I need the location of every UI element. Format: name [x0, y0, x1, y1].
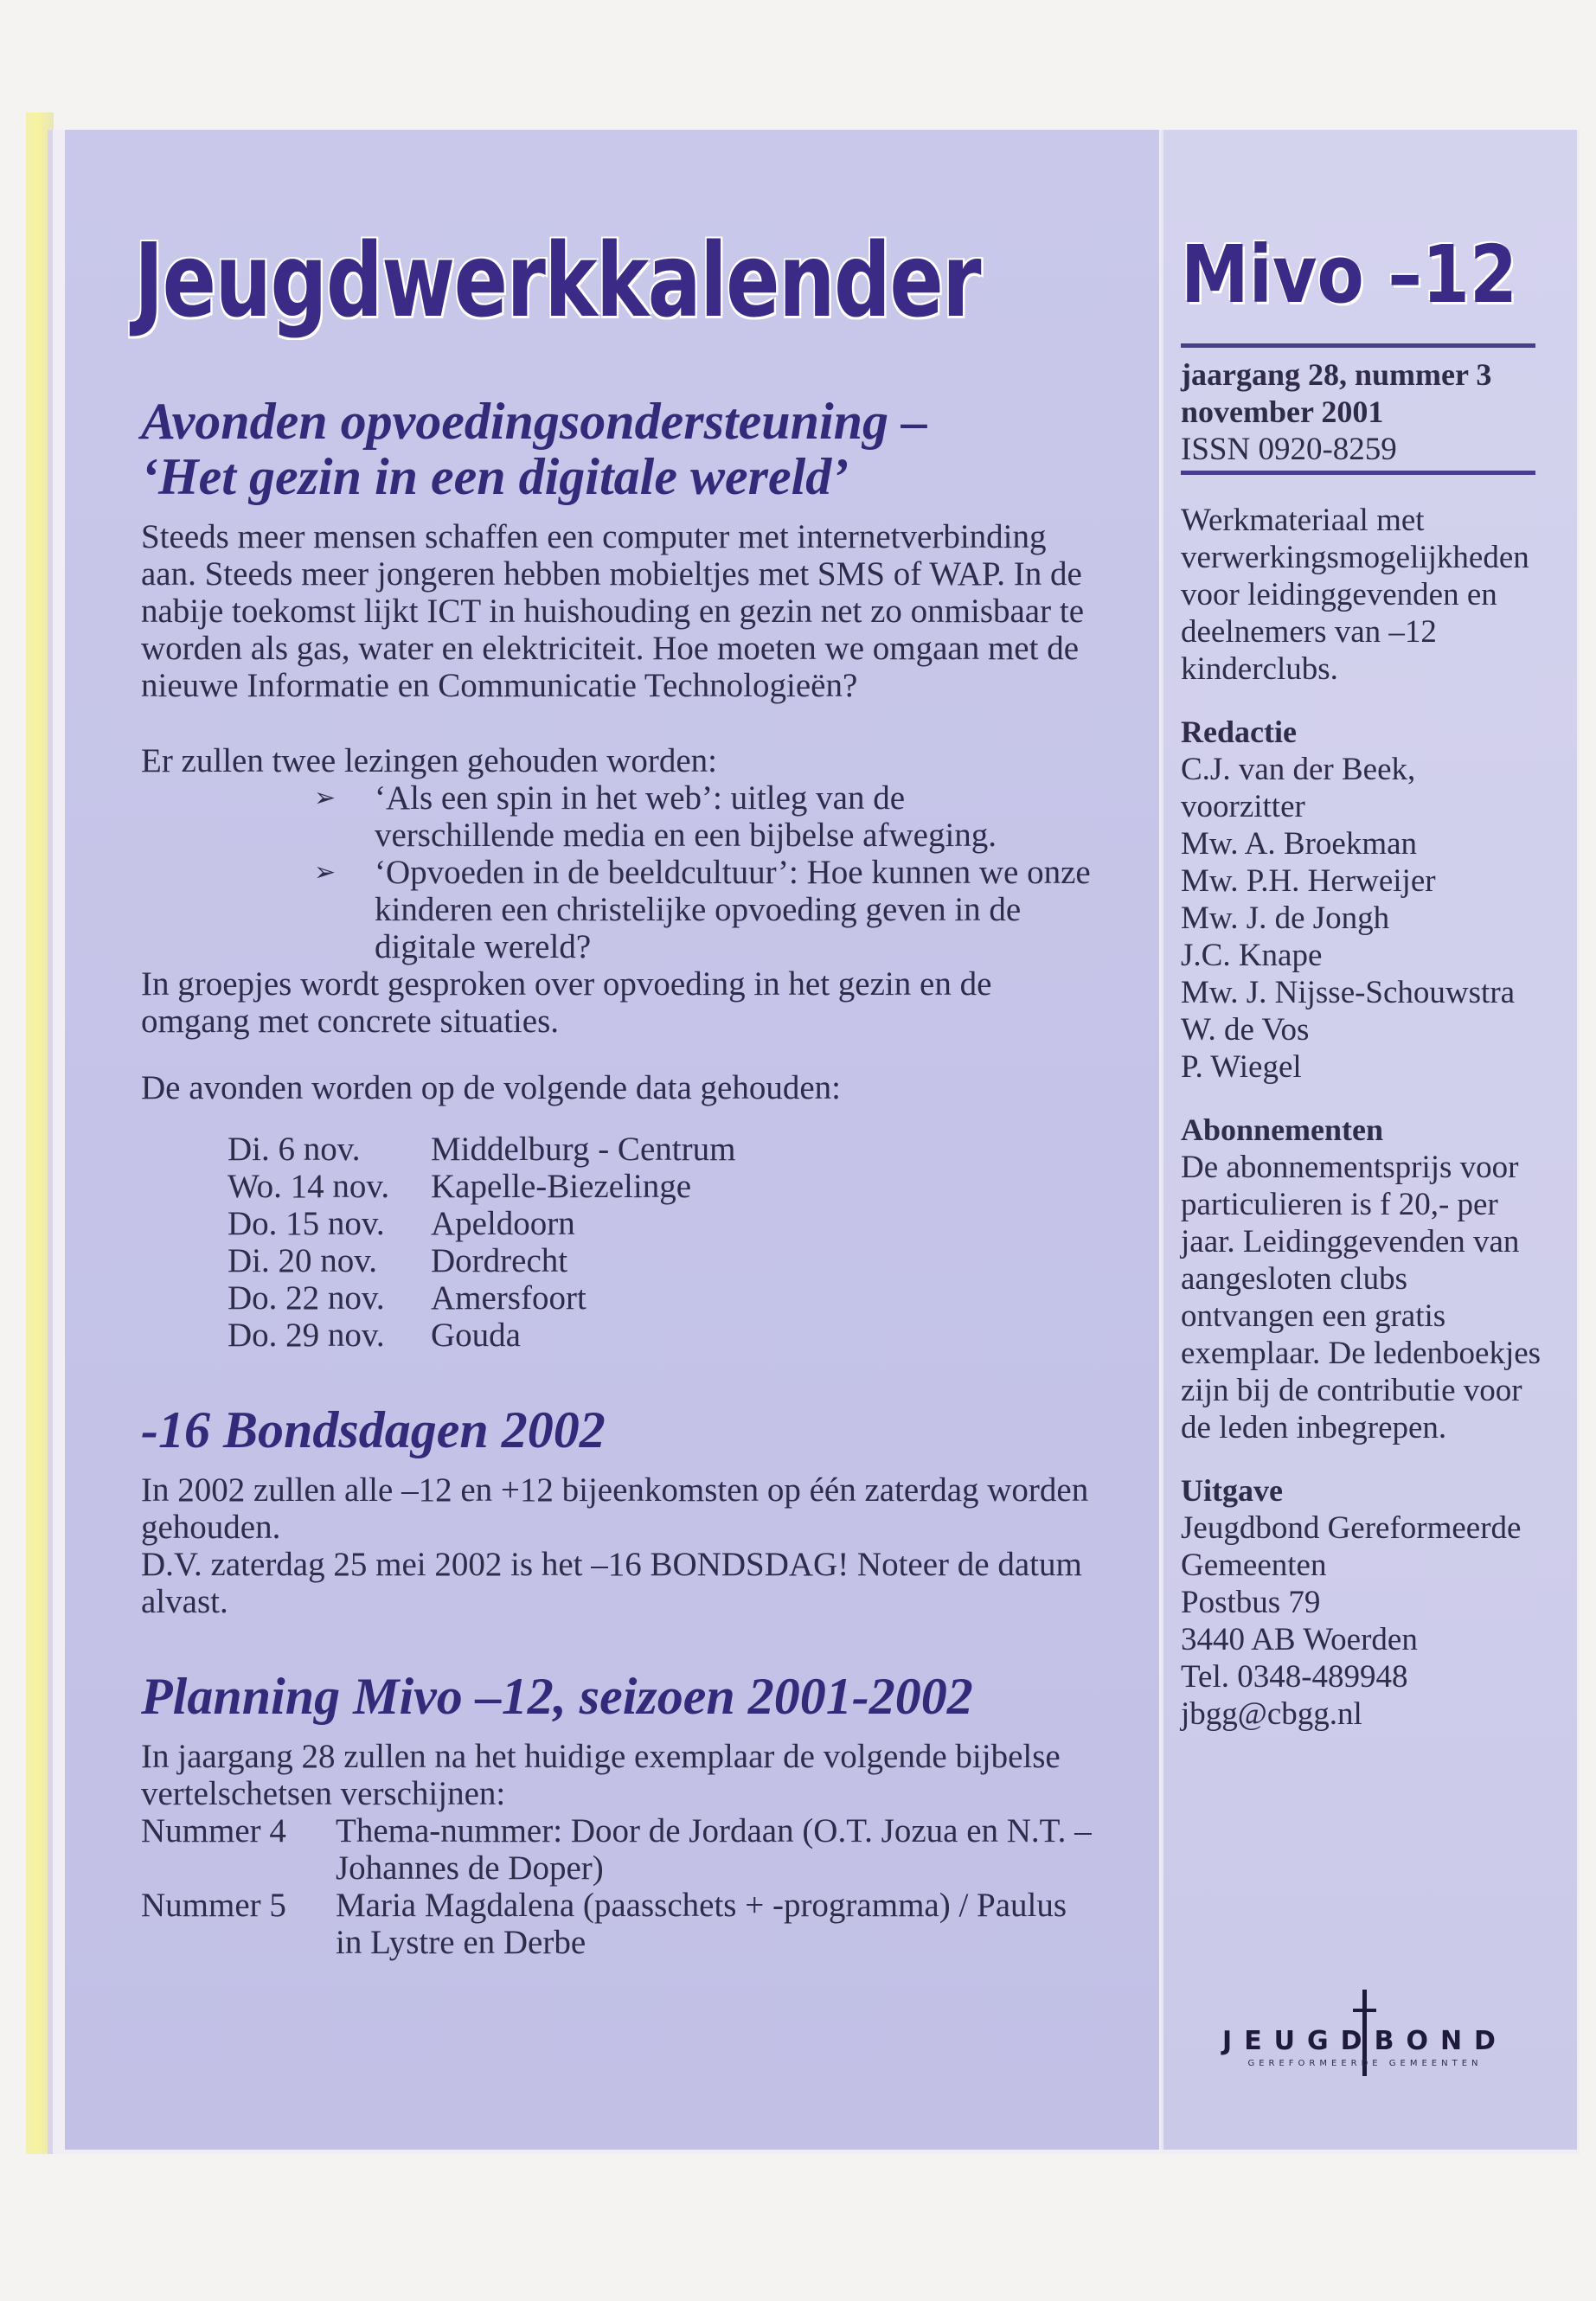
list-item: jbgg@cbgg.nl — [1181, 1696, 1362, 1732]
list-item: voorzitter — [1181, 789, 1305, 824]
list-item: W. de Vos — [1181, 1012, 1310, 1048]
list-item: 3440 AB Woerden — [1181, 1622, 1418, 1657]
issue-line2: november 2001 — [1181, 394, 1384, 429]
list-item: Gemeenten — [1181, 1548, 1327, 1583]
list-item: C.J. van der Beek, — [1181, 752, 1416, 787]
list-item: Mw. J. Nijsse-Schouwstra — [1181, 975, 1516, 1010]
issue-info — [1181, 356, 1570, 468]
list-item: J.C. Knape — [1181, 938, 1323, 973]
article2-heading: -16 Bondsdagen 2002 — [141, 1401, 606, 1458]
sidebar-title: Mivo –12 — [1181, 228, 1518, 321]
uitgave-list — [1181, 1509, 1570, 1733]
table-row: Do. 15 nov. Apeldoorn — [228, 1205, 575, 1242]
article3-heading: Planning Mivo –12, seizoen 2001-2002 — [141, 1668, 973, 1725]
logo-main-text: JEUGDBOND — [1222, 2026, 1508, 2056]
sidebar-divider — [1181, 471, 1535, 475]
cross-bar — [1353, 2009, 1376, 2012]
redactie-list — [1181, 751, 1570, 1086]
jeugdbond-logo — [1192, 1990, 1538, 2076]
sidebar-description: Werkmateriaal met verwerkingsmogelijkheden voor leidinggevenden en deelnemers van –12 kinderclubs. — [1181, 503, 1529, 687]
abonnementen-heading: Abonnementen — [1181, 1112, 1384, 1147]
table-row: Nummer 5 Maria Magdalena (paasschets + -programma) / Paulus in Lystre en Derbe — [141, 1887, 1067, 1961]
list-item: Postbus 79 — [1181, 1585, 1321, 1620]
article1-intro: Steeds meer mensen schaffen een computer met internetverbinding aan. Steeds meer jongeren hebben mobieltjes met SMS of WAP. In de nabije toekomst lijkt ICT in huishouding en gezin net zo onmisbaar te worden als gas, water en elektriciteit. Hoe moeten we omgaan met de nieuwe Informatie en Communicatie Technologieën? — [141, 518, 1085, 704]
list-item: Mw. J. de Jongh — [1181, 901, 1390, 936]
arrow-bullet-icon: ➢ — [314, 783, 337, 813]
table-row: Wo. 14 nov. Kapelle-Biezelinge — [228, 1168, 692, 1205]
page-title: Jeugdwerkkalender — [134, 221, 981, 340]
logo-sub-text: GEREFORMEERDE GEMEENTEN — [1247, 2059, 1483, 2068]
issue-line1: jaargang 28, nummer 3 — [1181, 357, 1492, 392]
list-item: Tel. 0348-489948 — [1181, 1659, 1408, 1695]
uitgave-heading: Uitgave — [1181, 1473, 1283, 1508]
article3-intro: In jaargang 28 zullen na het huidige exemplaar de volgende bijbelse vertelschetsen verschijnen: — [141, 1738, 1061, 1812]
dates-table — [228, 1131, 735, 1354]
table-row: Do. 29 nov. Gouda — [228, 1317, 521, 1354]
sidebar-divider — [1181, 343, 1535, 348]
article1-heading-line1: Avonden opvoedingsondersteuning – — [141, 393, 927, 450]
article2-para1: In 2002 zullen alle –12 en +12 bijeenkomsten op één zaterdag worden gehouden. — [141, 1471, 1089, 1546]
issn: ISSN 0920-8259 — [1181, 432, 1397, 467]
list-item: Mw. A. Broekman — [1181, 826, 1418, 862]
list-item: Mw. P.H. Herweijer — [1181, 863, 1436, 899]
list-item: P. Wiegel — [1181, 1049, 1302, 1085]
dates-intro: De avonden worden op de volgende data gehouden: — [141, 1069, 841, 1106]
table-row: Nummer 4 Thema-nummer: Door de Jordaan (O.T. Jozua en N.T. – Johannes de Doper) — [141, 1812, 1092, 1887]
lectures-list — [314, 779, 1093, 965]
article1-heading-line2: ‘Het gezin in een digitale wereld’ — [141, 448, 849, 505]
abonnementen-text: De abonnementsprijs voor particulieren is f 20,- per jaar. Leidinggevenden van aangesloten clubs ontvangen een gratis exemplaar. De ledenboekjes zijn bij de contributie voor de leden inbegrepen. — [1181, 1150, 1542, 1445]
list-item: ➢ ‘Als een spin in het web’: uitleg van de verschillende media en een bijbelse afweging. — [314, 779, 997, 854]
list-item: ➢ ‘Opvoeden in de beeldcultuur’: Hoe kunnen we onze kinderen een christelijke opvoeding geven in de digitale wereld? — [314, 854, 1091, 965]
table-row: Di. 20 nov. Dordrecht — [228, 1242, 568, 1279]
table-row: Di. 6 nov. Middelburg - Centrum — [228, 1131, 736, 1168]
main-content — [141, 394, 1093, 1961]
sidebar-body — [1181, 502, 1570, 1733]
article2-para2: D.V. zaterdag 25 mei 2002 is het –16 BONDSDAG! Noteer de datum alvast. — [141, 1546, 1082, 1620]
arrow-bullet-icon: ➢ — [314, 857, 337, 888]
redactie-heading: Redactie — [1181, 715, 1297, 749]
list-item: Jeugdbond Gereformeerde — [1181, 1510, 1522, 1546]
table-row: Do. 22 nov. Amersfoort — [228, 1279, 586, 1317]
article1-heading — [141, 394, 1093, 504]
planning-table — [141, 1812, 1093, 1961]
groups-text: In groepjes wordt gesproken over opvoeding in het gezin en de omgang met concrete situaties. — [141, 965, 992, 1040]
lectures-intro: Er zullen twee lezingen gehouden worden: — [141, 742, 717, 779]
